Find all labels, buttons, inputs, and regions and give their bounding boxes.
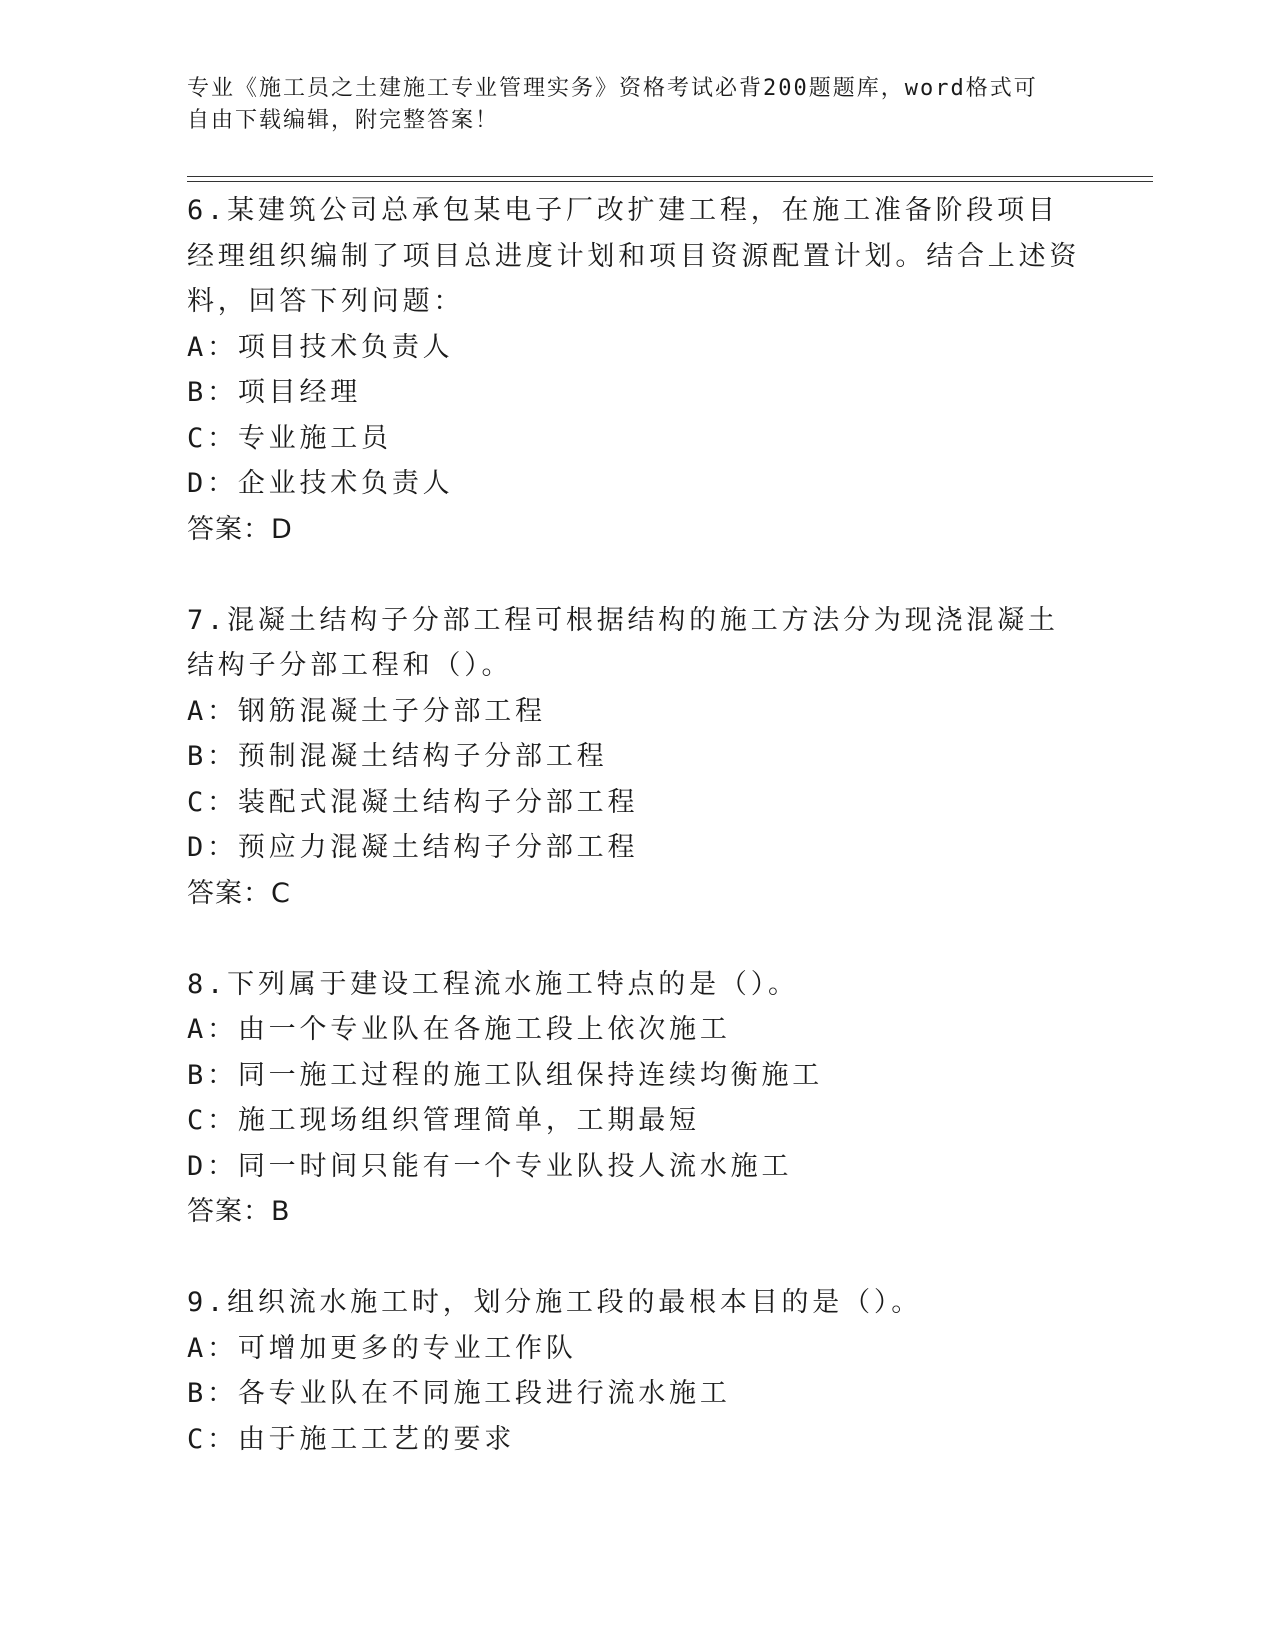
option-c: C：专业施工员	[187, 422, 392, 454]
question-spacer	[187, 1235, 1087, 1281]
option-d: D：企业技术负责人	[187, 468, 454, 499]
option-b: B：项目经理	[187, 377, 362, 408]
header-title-line-2: 自由下载编辑，附完整答案！	[187, 108, 500, 133]
question-text: 9.组织流水施工时，划分施工段的最根本目的是（）。	[187, 1287, 923, 1318]
question-spacer	[187, 916, 1087, 962]
question-6	[187, 188, 1087, 552]
option-b: B：同一施工过程的施工队组保持连续均衡施工	[187, 1059, 824, 1091]
option-d: D：预应力混凝土结构子分部工程	[187, 832, 639, 863]
answer-line: 答案：C	[187, 877, 291, 909]
document-header	[187, 73, 1067, 137]
header-divider-top	[187, 176, 1153, 177]
question-8	[187, 962, 1087, 1235]
option-b: B：预制混凝土结构子分部工程	[187, 741, 608, 772]
option-a: A：项目技术负责人	[187, 331, 454, 363]
option-a: A：由一个专业队在各施工段上依次施工	[187, 1014, 731, 1045]
question-text: 6.某建筑公司总承包某电子厂改扩建工程，在施工准备阶段项目经理组织编制了项目总进度计划和项目资源配置计划。结合上述资料，回答下列问题：	[187, 195, 1081, 317]
option-c: C：由于施工工艺的要求	[187, 1423, 516, 1455]
answer-line: 答案：B	[187, 1196, 291, 1227]
question-7	[187, 598, 1087, 917]
question-9	[187, 1280, 1087, 1462]
question-text: 8.下列属于建设工程流水施工特点的是（）。	[187, 968, 799, 1000]
option-d: D：同一时间只能有一个专业队投人流水施工	[187, 1150, 793, 1182]
header-title-line-1: 专业《施工员之土建施工专业管理实务》资格考试必背200题题库，word格式可	[187, 76, 1038, 101]
option-c: C：施工现场组织管理简单，工期最短	[187, 1105, 700, 1136]
answer-line: 答案：D	[187, 513, 293, 545]
question-spacer	[187, 552, 1087, 598]
option-c: C：装配式混凝土结构子分部工程	[187, 786, 639, 818]
header-divider-bottom	[187, 181, 1153, 182]
option-a: A：钢筋混凝土子分部工程	[187, 695, 546, 727]
option-b: B：各专业队在不同施工段进行流水施工	[187, 1378, 731, 1409]
question-list	[187, 188, 1087, 1462]
question-text: 7.混凝土结构子分部工程可根据结构的施工方法分为现浇混凝土结构子分部工程和（）。	[187, 604, 1059, 681]
option-a: A：可增加更多的专业工作队	[187, 1332, 577, 1364]
